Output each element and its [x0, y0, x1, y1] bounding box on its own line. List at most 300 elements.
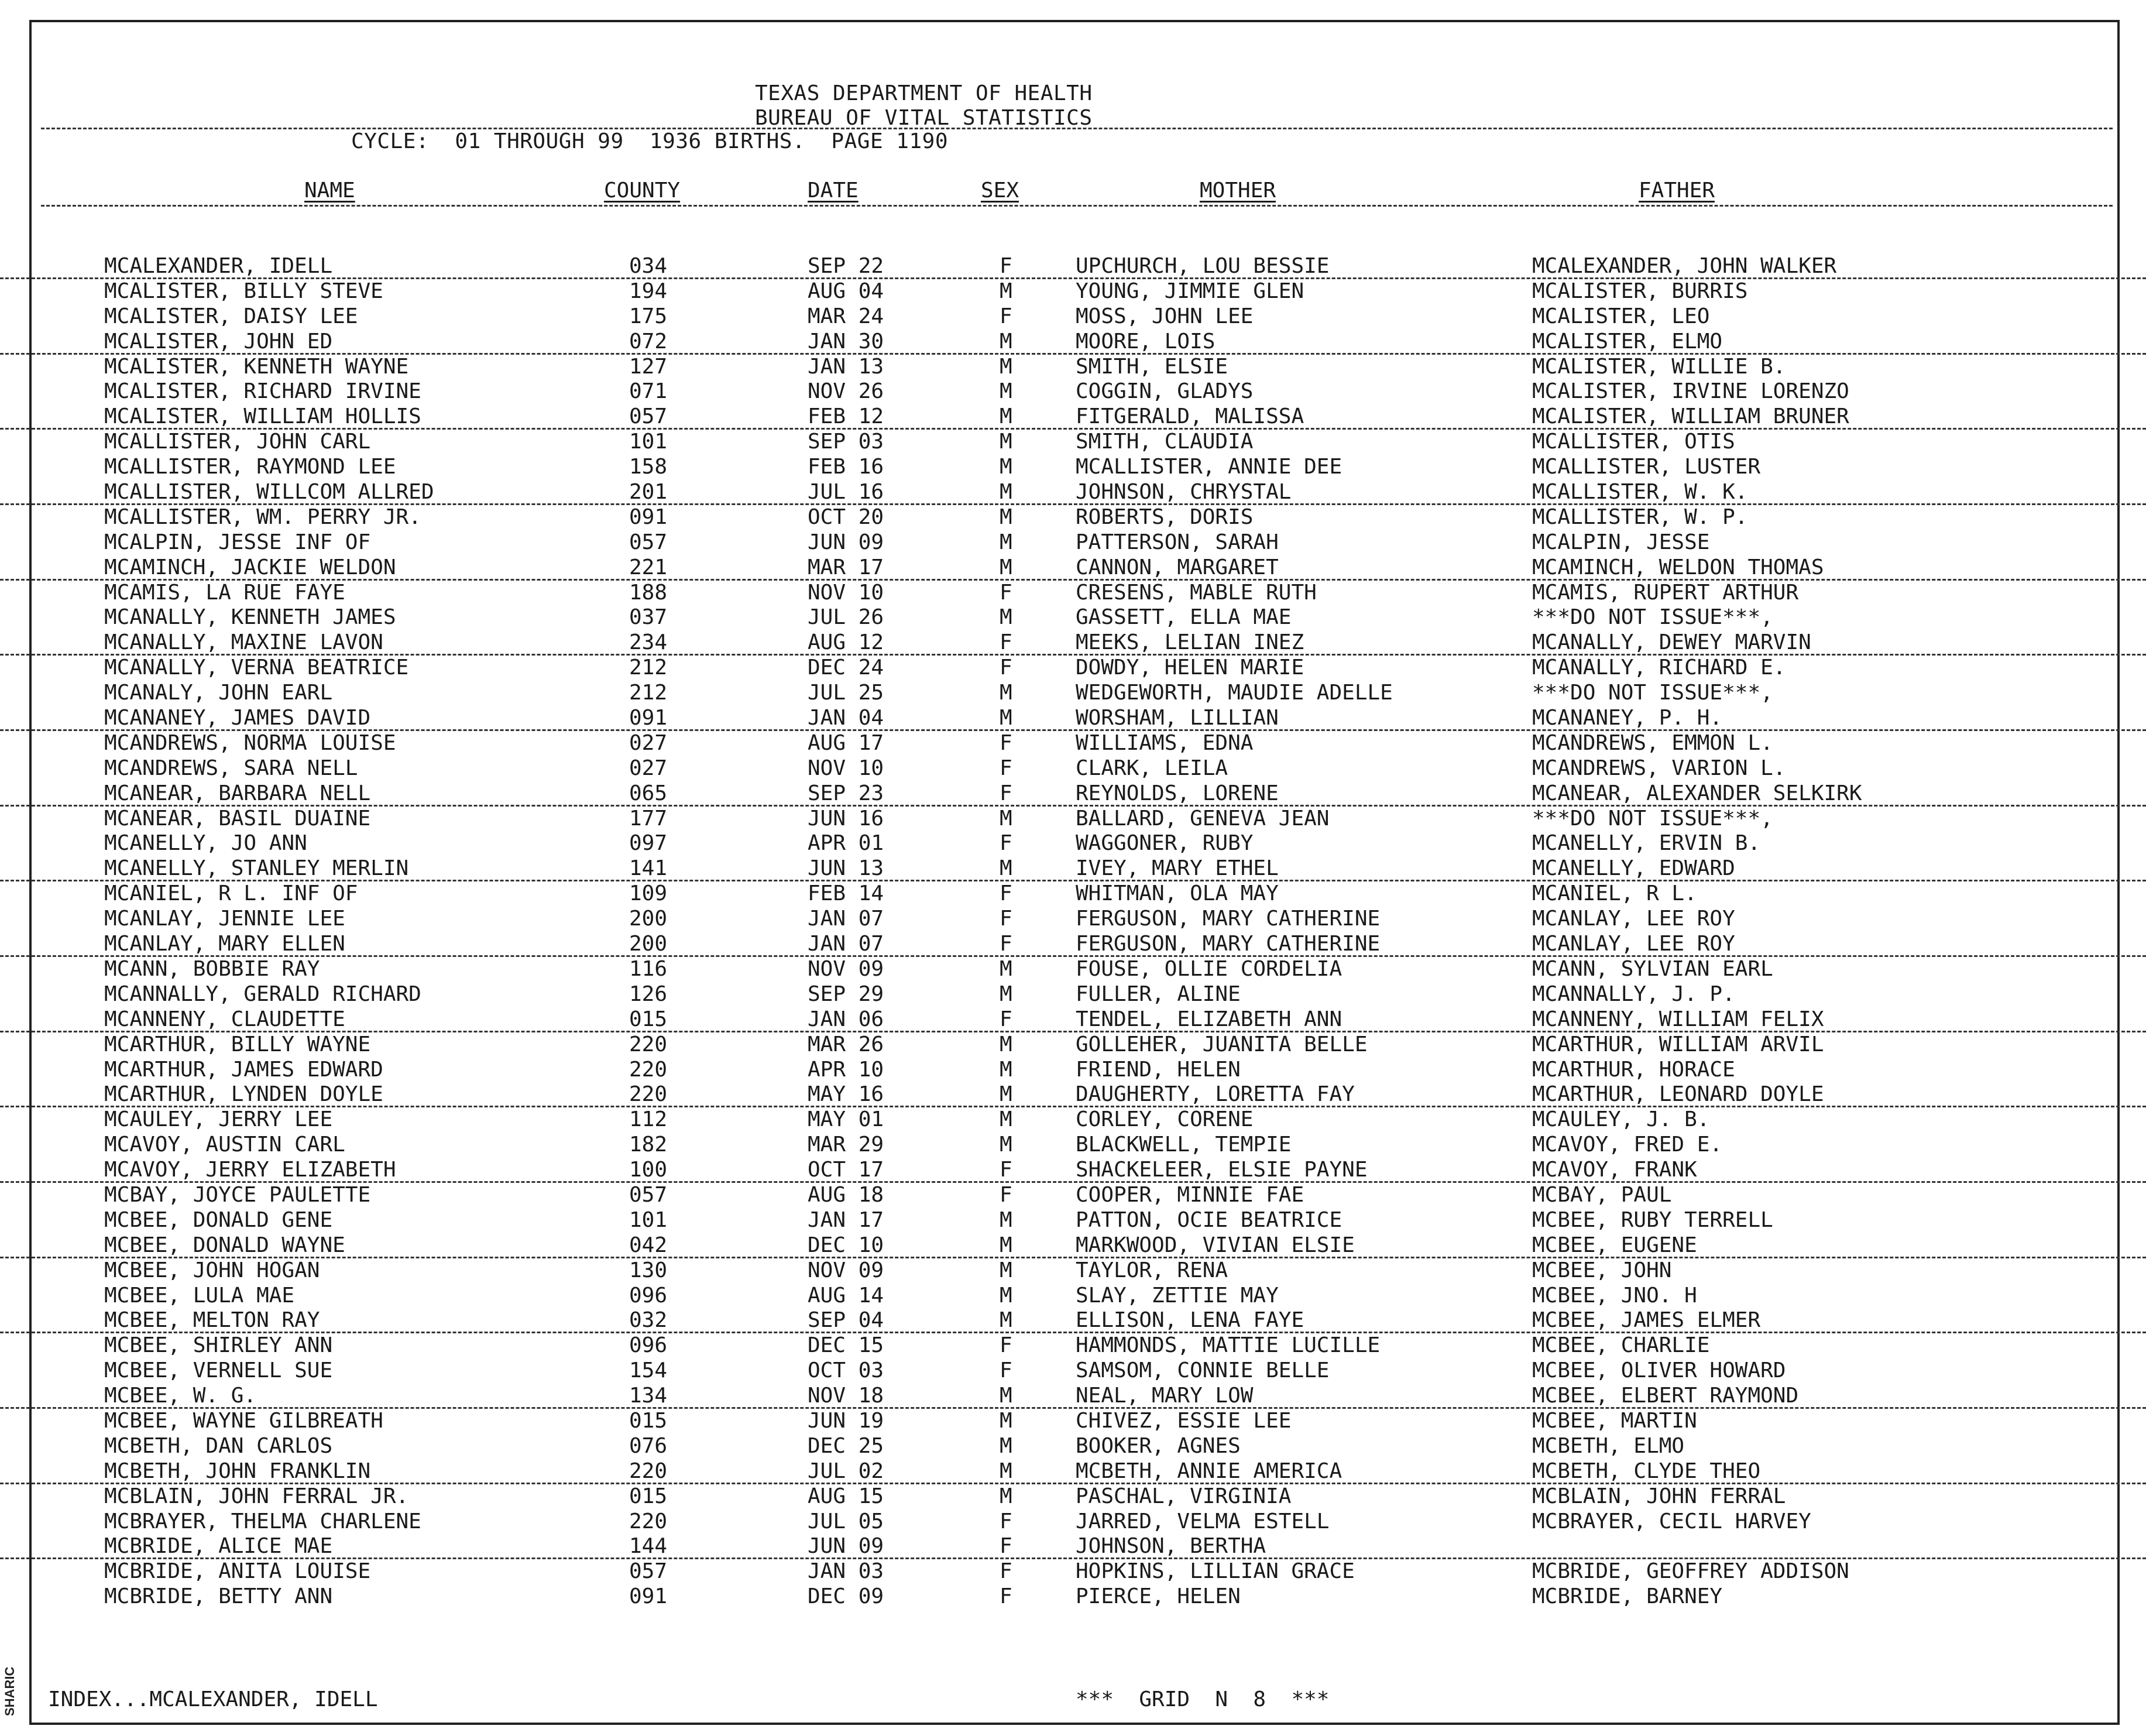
record-sex: M	[1000, 1032, 1012, 1056]
record-mother: PIERCE, HELEN	[1076, 1584, 1241, 1609]
record-mother: GOLLEHER, JUANITA BELLE	[1076, 1032, 1368, 1056]
record-name: MCAVOY, JERRY ELIZABETH	[104, 1158, 396, 1182]
record-name: MCAULEY, JERRY LEE	[104, 1107, 333, 1132]
column-header-name: NAME	[304, 179, 355, 203]
record-date: MAR 17	[808, 555, 884, 579]
record-sex: F	[1000, 1584, 1012, 1609]
record-mother: BALLARD, GENEVA JEAN	[1076, 806, 1330, 831]
record-county: 091	[629, 505, 668, 529]
record-date: JUN 09	[808, 1534, 884, 1559]
record-father: MCAVOY, FRANK	[1532, 1158, 1697, 1182]
record-sex: M	[1000, 982, 1012, 1006]
record-county: 182	[629, 1133, 668, 1157]
record-father: ***DO NOT ISSUE***,	[1532, 806, 1773, 831]
record-name: MCANALLY, KENNETH JAMES	[104, 605, 396, 630]
record-sex: F	[1000, 656, 1012, 680]
table-row	[0, 1358, 2146, 1384]
record-father: MCALEXANDER, JOHN WALKER	[1532, 254, 1837, 278]
record-date: MAR 26	[808, 1032, 884, 1056]
record-county: 096	[629, 1283, 668, 1308]
record-father: MCANANEY, P. H.	[1532, 706, 1723, 730]
record-mother: JOHNSON, BERTHA	[1076, 1534, 1266, 1559]
record-mother: MOORE, LOIS	[1076, 329, 1216, 354]
record-sex: M	[1000, 530, 1012, 554]
record-date: MAR 24	[808, 304, 884, 328]
record-sex: M	[1000, 1057, 1012, 1082]
record-county: 220	[629, 1509, 668, 1533]
table-row	[0, 1133, 2146, 1158]
record-sex: M	[1000, 1308, 1012, 1333]
record-mother: FULLER, ALINE	[1076, 982, 1241, 1006]
record-county: 126	[629, 982, 668, 1006]
record-sex: F	[1000, 781, 1012, 805]
record-name: MCALISTER, RICHARD IRVINE	[104, 379, 421, 404]
record-county: 015	[629, 1484, 668, 1508]
record-county: 057	[629, 404, 668, 429]
record-sex: M	[1000, 1283, 1012, 1308]
record-name: MCAMIS, LA RUE FAYE	[104, 580, 345, 605]
record-name: MCARTHUR, JAMES EDWARD	[104, 1057, 383, 1082]
record-sex: F	[1000, 907, 1012, 931]
record-date: FEB 12	[808, 404, 884, 429]
table-row	[0, 1284, 2146, 1309]
record-sex: M	[1000, 605, 1012, 630]
record-father: MCANDREWS, EMMON L.	[1532, 730, 1773, 755]
record-father: MCBRIDE, GEOFFREY ADDISON	[1532, 1559, 1849, 1584]
record-name: MCALLISTER, WM. PERRY JR.	[104, 505, 421, 529]
record-name: MCBRAYER, THELMA CHARLENE	[104, 1509, 421, 1533]
record-date: JAN 30	[808, 329, 884, 354]
table-row	[0, 881, 2146, 907]
record-county: 057	[629, 530, 668, 554]
record-county: 134	[629, 1384, 668, 1408]
record-county: 158	[629, 455, 668, 479]
record-date: AUG 12	[808, 630, 884, 655]
record-father: MCANALLY, DEWEY MARVIN	[1532, 630, 1811, 655]
record-mother: WILLIAMS, EDNA	[1076, 730, 1254, 755]
record-name: MCBEE, DONALD WAYNE	[104, 1233, 345, 1257]
record-name: MCBETH, JOHN FRANKLIN	[104, 1459, 371, 1483]
record-date: JUN 09	[808, 530, 884, 554]
record-name: MCANNENY, CLAUDETTE	[104, 1007, 345, 1031]
record-county: 034	[629, 254, 668, 278]
record-name: MCANALLY, VERNA BEATRICE	[104, 656, 409, 680]
record-mother: BOOKER, AGNES	[1076, 1433, 1241, 1458]
record-name: MCALLISTER, WILLCOM ALLRED	[104, 480, 434, 505]
record-father: MCALISTER, WILLIAM BRUNER	[1532, 404, 1849, 429]
record-mother: TENDEL, ELIZABETH ANN	[1076, 1007, 1342, 1031]
record-sex: M	[1000, 1082, 1012, 1107]
record-father: MCANNENY, WILLIAM FELIX	[1532, 1007, 1824, 1031]
record-county: 177	[629, 806, 668, 831]
table-row	[0, 530, 2146, 555]
table-row	[0, 1534, 2146, 1559]
record-date: JUL 25	[808, 681, 884, 705]
table-row	[0, 1208, 2146, 1233]
record-date: SEP 03	[808, 430, 884, 454]
record-father: MCAMIS, RUPERT ARTHUR	[1532, 580, 1799, 605]
record-sex: F	[1000, 1559, 1012, 1584]
record-name: MCANALLY, MAXINE LAVON	[104, 630, 383, 655]
record-name: MCALISTER, BILLY STEVE	[104, 279, 383, 303]
table-row	[0, 279, 2146, 304]
record-mother: FERGUSON, MARY CATHERINE	[1076, 932, 1381, 956]
record-date: JAN 06	[808, 1007, 884, 1031]
record-father: MCAVOY, FRED E.	[1532, 1133, 1723, 1157]
record-sex: M	[1000, 1258, 1012, 1282]
column-header-county: COUNTY	[604, 179, 681, 203]
record-county: 212	[629, 656, 668, 680]
grid-footer: *** GRID N 8 ***	[1076, 1687, 1330, 1711]
record-sex: M	[1000, 404, 1012, 429]
record-sex: M	[1000, 354, 1012, 379]
table-row	[0, 254, 2146, 279]
record-father: MCBRIDE, BARNEY	[1532, 1584, 1723, 1609]
record-father: MCANLAY, LEE ROY	[1532, 907, 1735, 931]
record-date: NOV 18	[808, 1384, 884, 1408]
record-father: MCANELLY, EDWARD	[1532, 856, 1735, 881]
bureau-title: BUREAU OF VITAL STATISTICS	[755, 106, 1093, 130]
record-date: SEP 04	[808, 1308, 884, 1333]
record-sex: F	[1000, 932, 1012, 956]
record-name: MCARTHUR, BILLY WAYNE	[104, 1032, 371, 1056]
record-sex: F	[1000, 254, 1012, 278]
record-county: 220	[629, 1032, 668, 1056]
record-name: MCALLISTER, RAYMOND LEE	[104, 455, 396, 479]
record-county: 101	[629, 430, 668, 454]
table-row	[0, 1584, 2146, 1610]
record-county: 042	[629, 1233, 668, 1257]
record-county: 097	[629, 831, 668, 856]
record-mother: BLACKWELL, TEMPIE	[1076, 1133, 1292, 1157]
record-mother: HOPKINS, LILLIAN GRACE	[1076, 1559, 1355, 1584]
record-sex: M	[1000, 430, 1012, 454]
record-mother: CANNON, MARGARET	[1076, 555, 1279, 579]
record-date: JUL 05	[808, 1509, 884, 1533]
record-county: 220	[629, 1057, 668, 1082]
record-sex: M	[1000, 1384, 1012, 1408]
record-county: 096	[629, 1333, 668, 1358]
record-mother: DOWDY, HELEN MARIE	[1076, 656, 1304, 680]
record-date: DEC 10	[808, 1233, 884, 1257]
record-name: MCANLAY, JENNIE LEE	[104, 907, 345, 931]
record-date: JAN 17	[808, 1207, 884, 1232]
record-sex: M	[1000, 1408, 1012, 1433]
record-mother: CLARK, LEILA	[1076, 756, 1228, 780]
record-county: 091	[629, 706, 668, 730]
record-date: SEP 22	[808, 254, 884, 278]
record-father: MCBEE, CHARLIE	[1532, 1333, 1710, 1358]
column-header-date: DATE	[808, 179, 859, 203]
record-mother: YOUNG, JIMMIE GLEN	[1076, 279, 1304, 303]
record-father: MCALISTER, IRVINE LORENZO	[1532, 379, 1849, 404]
record-mother: MEEKS, LELIAN INEZ	[1076, 630, 1304, 655]
record-date: AUG 17	[808, 730, 884, 755]
table-row	[0, 605, 2146, 630]
table-row	[0, 957, 2146, 982]
record-sex: F	[1000, 756, 1012, 780]
record-date: JAN 04	[808, 706, 884, 730]
record-date: SEP 29	[808, 982, 884, 1006]
record-county: 109	[629, 881, 668, 906]
record-mother: PASCHAL, VIRGINIA	[1076, 1484, 1292, 1508]
record-date: AUG 18	[808, 1182, 884, 1207]
record-county: 141	[629, 856, 668, 881]
record-sex: M	[1000, 1133, 1012, 1157]
record-sex: F	[1000, 1182, 1012, 1207]
record-name: MCANANEY, JAMES DAVID	[104, 706, 371, 730]
record-sex: M	[1000, 480, 1012, 505]
table-row	[0, 656, 2146, 681]
record-date: DEC 09	[808, 1584, 884, 1609]
table-row	[0, 1459, 2146, 1484]
record-date: MAR 29	[808, 1133, 884, 1157]
record-sex: F	[1000, 1509, 1012, 1533]
record-name: MCBLAIN, JOHN FERRAL JR.	[104, 1484, 409, 1508]
record-father: MCALLISTER, W. K.	[1532, 480, 1748, 505]
record-name: MCBETH, DAN CARLOS	[104, 1433, 333, 1458]
record-mother: CRESENS, MABLE RUTH	[1076, 580, 1317, 605]
record-name: MCALISTER, WILLIAM HOLLIS	[104, 404, 421, 429]
record-county: 032	[629, 1308, 668, 1333]
record-sex: F	[1000, 304, 1012, 328]
record-father: MCBEE, RUBY TERRELL	[1532, 1207, 1773, 1232]
record-name: MCARTHUR, LYNDEN DOYLE	[104, 1082, 383, 1107]
record-county: 144	[629, 1534, 668, 1559]
record-date: APR 10	[808, 1057, 884, 1082]
record-name: MCBRIDE, ANITA LOUISE	[104, 1559, 371, 1584]
record-sex: F	[1000, 881, 1012, 906]
record-date: AUG 15	[808, 1484, 884, 1508]
table-row	[0, 505, 2146, 530]
record-name: MCANLAY, MARY ELLEN	[104, 932, 345, 956]
record-date: APR 01	[808, 831, 884, 856]
record-father: MCALISTER, WILLIE B.	[1532, 354, 1786, 379]
record-mother: MCALLISTER, ANNIE DEE	[1076, 455, 1342, 479]
record-county: 200	[629, 907, 668, 931]
record-mother: JARRED, VELMA ESTELL	[1076, 1509, 1330, 1533]
record-father: MCARTHUR, HORACE	[1532, 1057, 1735, 1082]
record-name: MCBAY, JOYCE PAULETTE	[104, 1182, 371, 1207]
record-name: MCALISTER, KENNETH WAYNE	[104, 354, 409, 379]
record-name: MCANIEL, R L. INF OF	[104, 881, 358, 906]
record-father: MCBLAIN, JOHN FERRAL	[1532, 1484, 1786, 1508]
record-mother: DAUGHERTY, LORETTA FAY	[1076, 1082, 1355, 1107]
table-row	[0, 856, 2146, 881]
record-mother: COOPER, MINNIE FAE	[1076, 1182, 1304, 1207]
record-name: MCALISTER, DAISY LEE	[104, 304, 358, 328]
record-mother: COGGIN, GLADYS	[1076, 379, 1254, 404]
record-mother: REYNOLDS, LORENE	[1076, 781, 1279, 805]
record-mother: FOUSE, OLLIE CORDELIA	[1076, 956, 1342, 981]
record-sex: F	[1000, 1358, 1012, 1383]
cycle-line: CYCLE: 01 THROUGH 99 1936 BIRTHS. PAGE 1190	[351, 129, 948, 153]
record-name: MCAMINCH, JACKIE WELDON	[104, 555, 396, 579]
record-county: 220	[629, 1459, 668, 1483]
record-name: MCANDREWS, NORMA LOUISE	[104, 730, 396, 755]
record-father: MCBAY, PAUL	[1532, 1182, 1672, 1207]
column-header-father: FATHER	[1639, 179, 1715, 203]
record-father: MCBETH, ELMO	[1532, 1433, 1685, 1458]
record-date: OCT 03	[808, 1358, 884, 1383]
record-county: 057	[629, 1182, 668, 1207]
record-mother: SHACKELEER, ELSIE PAYNE	[1076, 1158, 1368, 1182]
table-row	[0, 1233, 2146, 1258]
record-father: MCARTHUR, WILLIAM ARVIL	[1532, 1032, 1824, 1056]
record-name: MCALPIN, JESSE INF OF	[104, 530, 371, 554]
record-sex: M	[1000, 1433, 1012, 1458]
table-row	[0, 355, 2146, 380]
record-sex: M	[1000, 329, 1012, 354]
record-sex: F	[1000, 630, 1012, 655]
record-name: MCBEE, W. G.	[104, 1384, 257, 1408]
record-county: 101	[629, 1207, 668, 1232]
record-date: MAY 01	[808, 1107, 884, 1132]
record-sex: M	[1000, 279, 1012, 303]
record-name: MCANELLY, JO ANN	[104, 831, 307, 856]
record-mother: MCBETH, ANNIE AMERICA	[1076, 1459, 1342, 1483]
record-sex: M	[1000, 555, 1012, 579]
record-father: MCBEE, OLIVER HOWARD	[1532, 1358, 1786, 1383]
record-sex: F	[1000, 730, 1012, 755]
record-county: 154	[629, 1358, 668, 1383]
record-father: MCANLAY, LEE ROY	[1532, 932, 1735, 956]
record-father: MCALISTER, ELMO	[1532, 329, 1723, 354]
table-row	[0, 932, 2146, 957]
record-mother: PATTON, OCIE BEATRICE	[1076, 1207, 1342, 1232]
table-row	[0, 430, 2146, 455]
record-mother: FITGERALD, MALISSA	[1076, 404, 1304, 429]
record-county: 116	[629, 956, 668, 981]
record-mother: PATTERSON, SARAH	[1076, 530, 1279, 554]
record-county: 065	[629, 781, 668, 805]
record-date: JAN 13	[808, 354, 884, 379]
record-county: 076	[629, 1433, 668, 1458]
table-row	[0, 1107, 2146, 1133]
table-row	[0, 982, 2146, 1007]
table-row	[0, 756, 2146, 781]
record-mother: JOHNSON, CHRYSTAL	[1076, 480, 1292, 505]
table-row	[0, 555, 2146, 581]
record-name: MCBEE, SHIRLEY ANN	[104, 1333, 333, 1358]
record-county: 127	[629, 354, 668, 379]
record-name: MCAVOY, AUSTIN CARL	[104, 1133, 345, 1157]
record-name: MCBRIDE, ALICE MAE	[104, 1534, 333, 1559]
record-father: MCBEE, JNO. H	[1532, 1283, 1697, 1308]
record-sex: M	[1000, 1459, 1012, 1483]
table-row	[0, 731, 2146, 756]
record-name: MCBEE, JOHN HOGAN	[104, 1258, 320, 1282]
record-father: MCBRAYER, CECIL HARVEY	[1532, 1509, 1811, 1533]
record-name: MCANNALLY, GERALD RICHARD	[104, 982, 421, 1006]
table-row	[0, 1484, 2146, 1509]
record-name: MCANEAR, BASIL DUAINE	[104, 806, 371, 831]
record-mother: MOSS, JOHN LEE	[1076, 304, 1254, 328]
record-father: MCANALLY, RICHARD E.	[1532, 656, 1786, 680]
record-mother: CORLEY, CORENE	[1076, 1107, 1254, 1132]
record-county: 072	[629, 329, 668, 354]
record-sex: F	[1000, 1158, 1012, 1182]
table-row	[0, 1409, 2146, 1434]
table-row	[0, 1559, 2146, 1584]
record-father: MCBEE, ELBERT RAYMOND	[1532, 1384, 1799, 1408]
record-father: MCBEE, JAMES ELMER	[1532, 1308, 1761, 1333]
table-row	[0, 681, 2146, 706]
records-table	[0, 254, 2146, 1610]
record-county: 200	[629, 932, 668, 956]
column-header-mother: MOTHER	[1200, 179, 1276, 203]
record-mother: FERGUSON, MARY CATHERINE	[1076, 907, 1381, 931]
record-father: MCBEE, JOHN	[1532, 1258, 1672, 1282]
record-mother: FRIEND, HELEN	[1076, 1057, 1241, 1082]
record-name: MCALISTER, JOHN ED	[104, 329, 333, 354]
record-father: MCANELLY, ERVIN B.	[1532, 831, 1761, 856]
record-name: MCANN, BOBBIE RAY	[104, 956, 320, 981]
record-name: MCBRIDE, BETTY ANN	[104, 1584, 333, 1609]
record-date: JUL 16	[808, 480, 884, 505]
record-father: MCALLISTER, LUSTER	[1532, 455, 1761, 479]
record-date: AUG 04	[808, 279, 884, 303]
record-father: MCALLISTER, OTIS	[1532, 430, 1735, 454]
index-footer: INDEX...MCALEXANDER, IDELL	[48, 1687, 378, 1711]
table-row	[0, 1258, 2146, 1284]
record-name: MCBEE, DONALD GENE	[104, 1207, 333, 1232]
record-date: MAY 16	[808, 1082, 884, 1107]
record-county: 027	[629, 730, 668, 755]
record-date: NOV 10	[808, 756, 884, 780]
record-name: MCBEE, MELTON RAY	[104, 1308, 320, 1333]
record-name: MCBEE, WAYNE GILBREATH	[104, 1408, 383, 1433]
record-father: ***DO NOT ISSUE***,	[1532, 605, 1773, 630]
record-county: 234	[629, 630, 668, 655]
record-mother: TAYLOR, RENA	[1076, 1258, 1228, 1282]
record-county: 175	[629, 304, 668, 328]
record-father: MCBEE, MARTIN	[1532, 1408, 1697, 1433]
record-date: NOV 26	[808, 379, 884, 404]
record-date: NOV 10	[808, 580, 884, 605]
record-sex: M	[1000, 1233, 1012, 1257]
record-mother: WAGGONER, RUBY	[1076, 831, 1254, 856]
record-mother: HAMMONDS, MATTIE LUCILLE	[1076, 1333, 1381, 1358]
record-county: 037	[629, 605, 668, 630]
record-name: MCANEAR, BARBARA NELL	[104, 781, 371, 805]
record-date: DEC 15	[808, 1333, 884, 1358]
record-mother: WEDGEWORTH, MAUDIE ADELLE	[1076, 681, 1393, 705]
record-mother: ROBERTS, DORIS	[1076, 505, 1254, 529]
table-row	[0, 781, 2146, 807]
record-father: MCALPIN, JESSE	[1532, 530, 1710, 554]
record-father: MCANDREWS, VARION L.	[1532, 756, 1786, 780]
record-date: JUL 26	[808, 605, 884, 630]
record-county: 071	[629, 379, 668, 404]
record-date: JAN 03	[808, 1559, 884, 1584]
record-mother: SLAY, ZETTIE MAY	[1076, 1283, 1279, 1308]
record-mother: MARKWOOD, VIVIAN ELSIE	[1076, 1233, 1355, 1257]
table-row	[0, 1384, 2146, 1409]
department-title: TEXAS DEPARTMENT OF HEALTH	[755, 81, 1093, 105]
record-date: FEB 14	[808, 881, 884, 906]
column-header-sex: SEX	[981, 179, 1019, 203]
record-sex: F	[1000, 1333, 1012, 1358]
record-date: DEC 25	[808, 1433, 884, 1458]
record-county: 221	[629, 555, 668, 579]
record-county: 220	[629, 1082, 668, 1107]
record-name: MCANDREWS, SARA NELL	[104, 756, 358, 780]
record-sex: M	[1000, 856, 1012, 881]
record-mother: NEAL, MARY LOW	[1076, 1384, 1254, 1408]
record-date: SEP 23	[808, 781, 884, 805]
record-county: 112	[629, 1107, 668, 1132]
